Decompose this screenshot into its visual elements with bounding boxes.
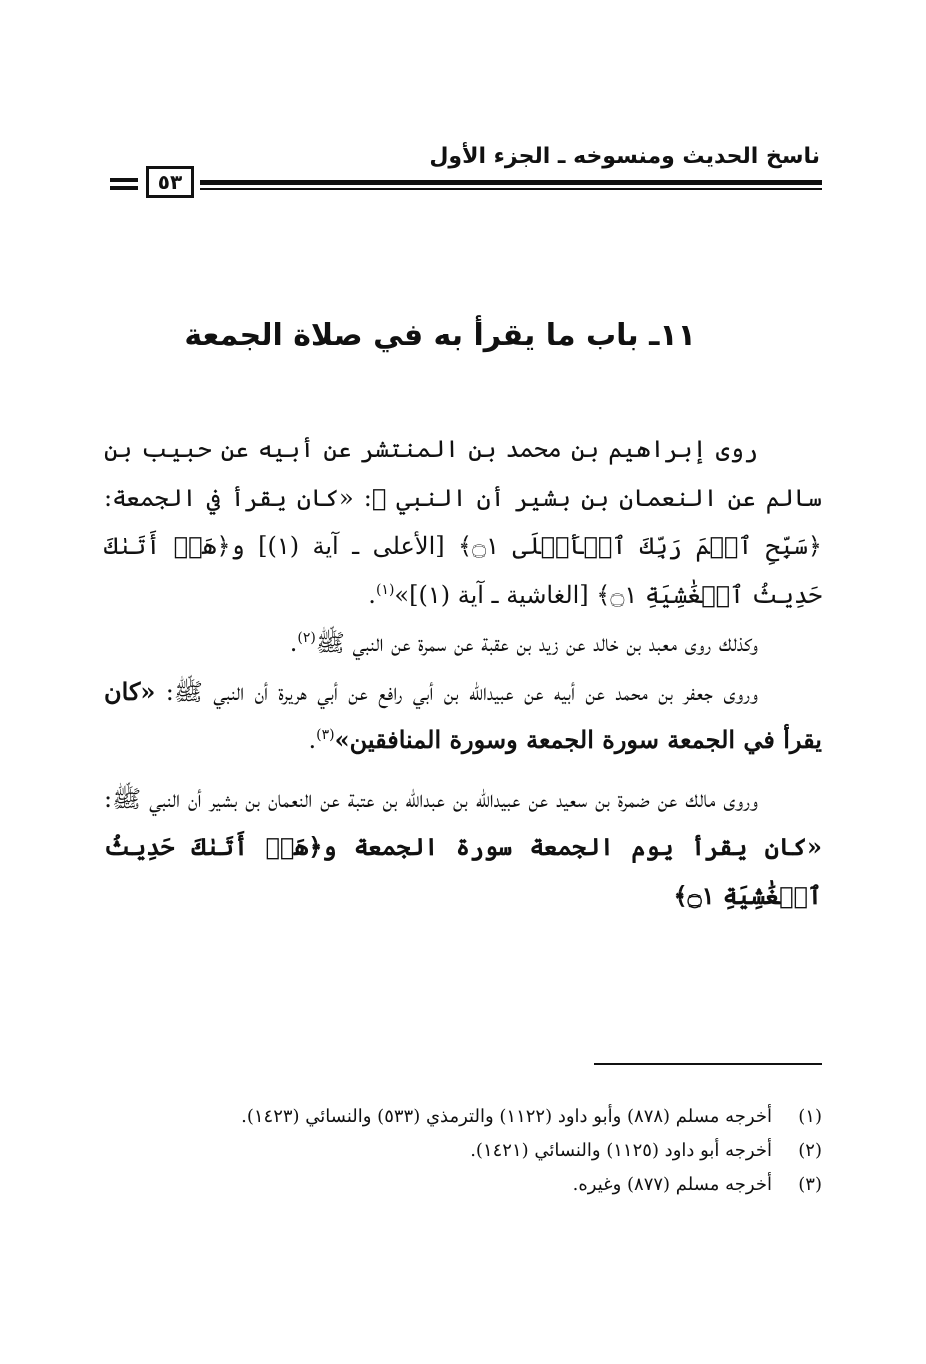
paragraph-end: . xyxy=(289,629,298,657)
footnote-1 xyxy=(104,1100,822,1134)
book-title: ناسخ الحديث ومنسوخه ـ الجزء الأول xyxy=(429,144,820,169)
paragraph-text: روى إبراهيم بن محمد بن المنتشر عن أبيه عن حبيب بن سالم عن النعمان بن بشير أن النبي ﷺ: «كان يقرأ في الجمعة: ﴿سَبِّحِ ٱسۡمَ رَبِّكَ ٱلۡأَعۡلَى ۝١﴾ [الأعلى ـ آية (١)] و﴿هَلۡ أَتَىٰكَ حَدِيثُ ٱلۡغَٰشِيَةِ ۝١﴾ [الغاشية ـ آية (١)]» xyxy=(104,435,822,609)
hadith-quote: «كان يقرأ في الجمعة سورة الجمعة وسورة المنافقين» xyxy=(104,676,822,754)
footnote-ref: (٢) xyxy=(297,630,316,646)
footnote-ref: (٣) xyxy=(316,727,335,743)
footnote-ref: (١) xyxy=(375,581,395,598)
paragraph-end: . xyxy=(308,726,317,754)
footnote-2 xyxy=(104,1134,822,1168)
running-header xyxy=(110,138,822,198)
footnote-text: أخرجه مسلم (٨٧٨) وأبو داود (١١٢٢) والترمذي (٥٣٣) والنسائي (١٤٢٣). xyxy=(241,1106,772,1127)
header-ornament xyxy=(110,178,138,182)
paragraph-1 xyxy=(104,425,822,619)
header-rule-thin xyxy=(200,188,822,190)
footnote-text: أخرجه مسلم (٨٧٧) وغيره. xyxy=(572,1174,772,1195)
footnote-number: (٢) xyxy=(798,1140,822,1161)
paragraph-text: وروى جعفر بن محمد عن أبيه عن عبيدالله بن أبي رافع عن أبي هريرة أن النبي ﷺ: xyxy=(155,677,758,706)
header-ornament-lower xyxy=(110,186,138,190)
main-text xyxy=(104,425,822,920)
chapter-heading: ١١ـ باب ما يقرأ به في صلاة الجمعة xyxy=(184,318,696,353)
paragraph-end: . xyxy=(368,580,376,609)
paragraph-text: وروى مالك عن ضمرة بن سعيد عن عبيدالله بن عبدالله بن عتبة عن النعمان بن بشير أن النبي ﷺ: xyxy=(104,784,758,813)
footnote-text: أخرجه أبو داود (١١٢٥) والنسائي (١٤٢١). xyxy=(470,1140,772,1161)
page-number: ٥٣ xyxy=(146,166,194,198)
footnote-number: (٣) xyxy=(798,1174,822,1195)
footnote-3 xyxy=(104,1168,822,1202)
paragraph-text: وكذلك روى معبد بن خالد عن زيد بن عقبة عن سمرة عن النبي ﷺ xyxy=(315,629,758,657)
footnotes xyxy=(104,1100,822,1202)
paragraph-2 xyxy=(104,619,822,668)
paragraph-4 xyxy=(104,775,822,921)
footnote-number: (١) xyxy=(798,1106,822,1127)
footnote-divider xyxy=(594,1063,822,1065)
hadith-quote: «كان يقرأ يوم الجمعة سورة الجمعة و﴿هَلۡ أَتَىٰكَ حَدِيثُ ٱلۡغَٰشِيَةِ ۝١﴾ xyxy=(104,832,822,910)
header-rule xyxy=(200,180,822,185)
paragraph-3 xyxy=(104,668,822,765)
